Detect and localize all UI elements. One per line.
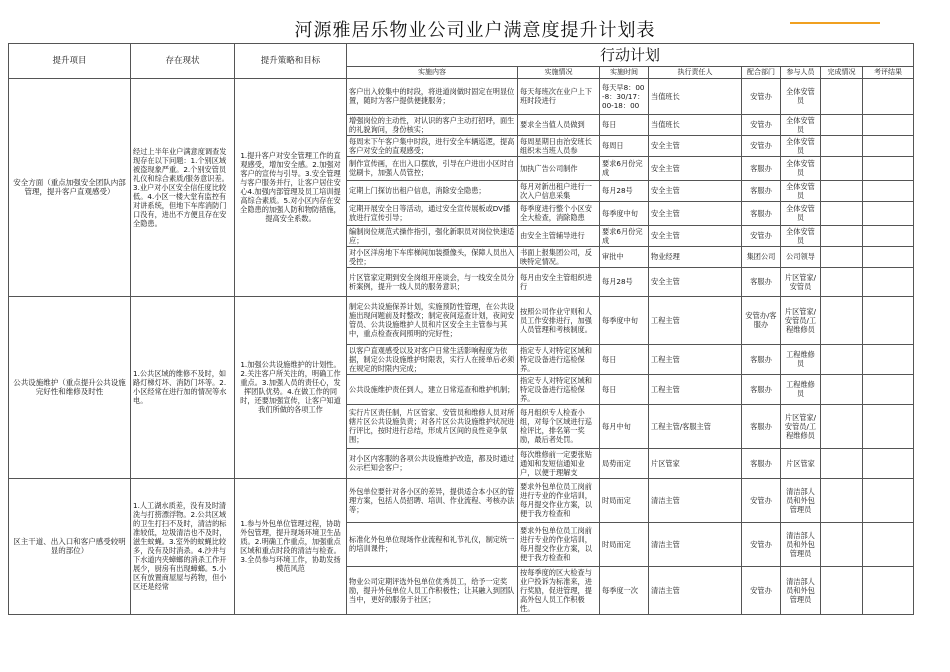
row-review xyxy=(863,296,914,344)
strategy-goal: 1.加强公共设施维护的计划性。2.关注客户所关注的，明确工作重点。3.加强人员的责任心，发挥团队优势。4.在做工作的同时，还要加强宣传，让客户知道我们所做的各项工作 xyxy=(235,296,347,478)
row-situation: 每周星期日由治安班长组织未当班人员参 xyxy=(518,135,600,156)
row-dept: 客服办 xyxy=(742,374,781,404)
row-participants: 清洁部人员和外包管理员 xyxy=(781,522,821,566)
header-item: 提升项目 xyxy=(9,44,131,79)
row-completion xyxy=(821,135,863,156)
row-dept: 客服办 xyxy=(742,344,781,374)
row-owner: 工程主管 xyxy=(649,344,742,374)
row-owner: 工程主管 xyxy=(649,296,742,344)
row-situation: 书面上报集团公司，反映特定情况。 xyxy=(518,246,600,267)
row-situation: 按照公司作业守则和人员工作安排进行，加强人员管理和考核制度。 xyxy=(518,296,600,344)
row-dept: 客服办 xyxy=(742,267,781,296)
row-completion xyxy=(821,78,863,114)
row-participants: 片区管家/安管员/工程维修员 xyxy=(781,404,821,448)
row-owner: 工程主管/客服主管 xyxy=(649,404,742,448)
row-participants: 清洁部人员和外包管理员 xyxy=(781,478,821,522)
header-time: 实施时间 xyxy=(600,67,649,79)
header-completion: 完成情况 xyxy=(821,67,863,79)
row-owner: 安全主管 xyxy=(649,267,742,296)
row-owner: 物业经理 xyxy=(649,246,742,267)
row-situation: 每月组织专人检查小组，对每个区域进行巡检评比，排名第一奖励，最后者处罚。 xyxy=(518,404,600,448)
row-participants: 全体安管员 xyxy=(781,201,821,225)
row-content: 客户出入较集中的时段，将进道岗做时固定在明显位置，随时为客户提供便捷服务； xyxy=(347,78,518,114)
row-completion xyxy=(821,448,863,478)
row-review xyxy=(863,522,914,566)
row-time: 每季度中旬 xyxy=(600,296,649,344)
row-time: 每月中旬 xyxy=(600,404,649,448)
row-dept: 安管办 xyxy=(742,522,781,566)
row-content: 定期开展安全日等活动，通过安全宣传展板或DV播放进行宣传引导； xyxy=(347,201,518,225)
row-time: 每日 xyxy=(600,344,649,374)
row-review xyxy=(863,566,914,614)
row-dept: 客服办 xyxy=(742,156,781,180)
row-owner: 安全主管 xyxy=(649,225,742,246)
header-strategy: 提升策略和目标 xyxy=(235,44,347,79)
row-review xyxy=(863,374,914,404)
strategy-goal: 1.提升客户对安全管理工作的直观感受，增加安全感。2.加强对客户的宣传与引导。3.安全管理与客户服务并行，让客户居住安心4.加强内部管理及员工培训提高综合素质。5.对小区内存在安全隐患的加强人防和物防措施，提高安全系数。 xyxy=(235,78,347,296)
row-content: 制作宣传画，在出入口摆放，引导在户进出小区时自觉刷卡，加强人员管控； xyxy=(347,156,518,180)
row-review xyxy=(863,404,914,448)
row-dept: 客服办 xyxy=(742,404,781,448)
header-dept: 配合部门 xyxy=(742,67,781,79)
row-review xyxy=(863,225,914,246)
row-time: 每月28号 xyxy=(600,180,649,201)
row-content: 每周末下午客户集中时段，进行安全车辆巡逻，提高客户对安全的直观感受； xyxy=(347,135,518,156)
row-situation: 由安全主管辅导进行 xyxy=(518,225,600,246)
row-content: 定期上门探访出租户信息，消除安全隐患； xyxy=(347,180,518,201)
row-situation: 指定专人对特定区域和特定设备进行巡检保养。 xyxy=(518,344,600,374)
row-completion xyxy=(821,267,863,296)
header-action-plan: 行动计划 xyxy=(347,44,914,67)
row-review xyxy=(863,156,914,180)
row-time: 审批中 xyxy=(600,246,649,267)
header-content: 实施内容 xyxy=(347,67,518,79)
strategy-goal: 1.参与外包单位管理过程，协助外包管理，提升现场环境卫生品质。2.明确工作重点，加强重点区域和重点时段的清洁与检查。3.全员参与环境工作，协助发扬模范风范 xyxy=(235,478,347,614)
row-dept: 客服办 xyxy=(742,180,781,201)
page-title: 河源雅居乐物业公司业户满意度提升计划表 xyxy=(294,20,656,41)
row-dept: 集团公司 xyxy=(742,246,781,267)
row-content: 片区管家定期到安全岗组开座谈会，与一线安全员分析案例，提升一线人员的服务意识； xyxy=(347,267,518,296)
row-completion xyxy=(821,374,863,404)
row-dept: 安管办 xyxy=(742,78,781,114)
row-content: 公共设施维护责任到人，建立日常巡查和维护机制； xyxy=(347,374,518,404)
row-content: 增强岗位的主动性，对认识的客户主动打招呼，面生的礼貌询问，身份核实； xyxy=(347,114,518,135)
row-participants: 片区管家/安管员/工程维修员 xyxy=(781,296,821,344)
row-participants: 全体安管员 xyxy=(781,156,821,180)
row-owner: 片区管家 xyxy=(649,448,742,478)
row-participants: 片区管家/安管员 xyxy=(781,267,821,296)
row-review xyxy=(863,114,914,135)
row-situation: 每天每班次在业户上下班时段进行 xyxy=(518,78,600,114)
row-time: 时局而定 xyxy=(600,522,649,566)
row-situation: 指定专人对特定区域和特定设备进行巡检保养。 xyxy=(518,374,600,404)
row-content: 以客户直观感受以及对客户日常生活影响程度为依据，制定公共设施维护时限表，实行人在接单后必须在规定的时限内完成； xyxy=(347,344,518,374)
row-participants: 清洁部人员和外包管理员 xyxy=(781,566,821,614)
row-dept: 客服办 xyxy=(742,448,781,478)
row-time: 时局而定 xyxy=(600,478,649,522)
current-status: 经过上半年业户满意度调查发现存在以下问题：1.个别区域被盗现象严重。2.个别安管员礼仪和综合素质/服务意识差。3.业户对小区安全信任度比较低。4.小区一楼大堂有监控有对讲系统，但地下车库消防门口没有，进出不方便且存在安全隐患。 xyxy=(131,78,235,296)
row-participants: 工程维修员 xyxy=(781,344,821,374)
row-dept: 安管办 xyxy=(742,135,781,156)
row-situation: 要求外包单位员工岗前进行专业的作业培训，每月提交作业方案，以便于我方检查和 xyxy=(518,478,600,522)
row-owner: 清洁主管 xyxy=(649,522,742,566)
table-row xyxy=(9,296,914,344)
row-owner: 当值班长 xyxy=(649,114,742,135)
row-review xyxy=(863,344,914,374)
row-content: 标准化外包单位现场作业流程和礼节礼仪，制定统一的培训课件； xyxy=(347,522,518,566)
accent-line xyxy=(790,22,880,24)
row-owner: 安全主管 xyxy=(649,135,742,156)
row-owner: 安全主管 xyxy=(649,156,742,180)
row-time: 每季度一次 xyxy=(600,566,649,614)
row-completion xyxy=(821,296,863,344)
row-situation: 加执广告公司制作 xyxy=(518,156,600,180)
row-content: 实行片区责任制，片区管家、安管员和维修人员对所辖片区公共设施负责；对各片区公共设施维护状况进行评比，按时进行总结，形成片区间的良性竞争氛围； xyxy=(347,404,518,448)
row-completion xyxy=(821,225,863,246)
row-completion xyxy=(821,156,863,180)
row-time: 每日 xyxy=(600,374,649,404)
row-owner: 工程主管 xyxy=(649,374,742,404)
table-row xyxy=(9,478,914,522)
row-review xyxy=(863,180,914,201)
row-dept: 安管办/客服办 xyxy=(742,296,781,344)
row-dept: 客服办 xyxy=(742,201,781,225)
row-dept: 安管办 xyxy=(742,114,781,135)
row-participants: 片区管家 xyxy=(781,448,821,478)
row-content: 制定公共设施保养计划，实施预防性管理，在公共设施出现问题前及时整改；制定夜间巡查计划，夜间安管员、公共设施维护人员和片区安全主主管参与其中，重点检查夜间照明的完好性； xyxy=(347,296,518,344)
improvement-item: 公共设施维护（重点提升公共设施完好性和维修及时性 xyxy=(9,296,131,478)
row-completion xyxy=(821,344,863,374)
row-content: 对小区内客服的各项公共设施维护改造，都及时通过公示栏知会客户； xyxy=(347,448,518,478)
row-participants: 全体安管员 xyxy=(781,180,821,201)
row-owner: 安全主管 xyxy=(649,201,742,225)
row-owner: 当值班长 xyxy=(649,78,742,114)
row-time: 每周日 xyxy=(600,135,649,156)
row-content: 对小区洋房地下车库梯间加装摄像头，保障人员出入受控； xyxy=(347,246,518,267)
row-review xyxy=(863,246,914,267)
row-participants: 全体安管员 xyxy=(781,78,821,114)
row-situation: 每月对新出租户进行一次入户信息采集 xyxy=(518,180,600,201)
row-content: 编制岗位规范式操作指引，强化新职员对岗位快速适应； xyxy=(347,225,518,246)
row-completion xyxy=(821,522,863,566)
row-review xyxy=(863,448,914,478)
header-situation: 实施情况 xyxy=(518,67,600,79)
plan-table xyxy=(8,43,914,615)
row-completion xyxy=(821,201,863,225)
row-situation: 按每季度的区大检查与业户投诉为标准来，进行奖励，促进管理，提高外包人员工作积极性。 xyxy=(518,566,600,614)
row-completion xyxy=(821,566,863,614)
row-situation: 要求全当值人员做到 xyxy=(518,114,600,135)
row-completion xyxy=(821,478,863,522)
row-participants: 全体安管员 xyxy=(781,135,821,156)
row-review xyxy=(863,135,914,156)
header-owner: 执行责任人 xyxy=(649,67,742,79)
row-owner: 清洁主管 xyxy=(649,566,742,614)
row-owner: 清洁主管 xyxy=(649,478,742,522)
row-dept: 安管办 xyxy=(742,566,781,614)
table-row xyxy=(9,78,914,114)
row-owner: 安全主管 xyxy=(649,180,742,201)
row-situation: 每月由安全主管组织进行 xyxy=(518,267,600,296)
row-dept: 安管办 xyxy=(742,478,781,522)
row-time: 局势而定 xyxy=(600,448,649,478)
row-review xyxy=(863,267,914,296)
row-time: 要求6月份完成 xyxy=(600,156,649,180)
row-participants: 公司领导 xyxy=(781,246,821,267)
row-time: 每日 xyxy=(600,114,649,135)
row-review xyxy=(863,78,914,114)
row-time: 要求6月份完成 xyxy=(600,225,649,246)
header-status: 存在现状 xyxy=(131,44,235,79)
row-content: 外包单位要针对各小区的差异，提供适合本小区的管理方案，包括人员招聘、培训、作业流程、考核办法等； xyxy=(347,478,518,522)
row-completion xyxy=(821,180,863,201)
row-completion xyxy=(821,114,863,135)
current-status: 1.人工湖水质差，没有及时清洗与打捞漂浮物。2.公共区域的卫生打扫不及时，清洁的标准较低，垃圾清洁也不及时，滋生蚊蝇。3.室外的蚊蝇比较多，没有及时消杀。4.沙井与下水道内夹蟑螂的消杀工作开展少，厨房有出现蟑螂。5.小区有放置商屋屋与药物，但小区还是经常 xyxy=(131,478,235,614)
row-time: 每季度中旬 xyxy=(600,201,649,225)
row-dept: 安管办 xyxy=(742,225,781,246)
row-time: 每天早8：00-8：30/17：00-18：00 xyxy=(600,78,649,114)
row-situation: 每次维修前一定要张贴通知和发短信通知业户，以便于理解支 xyxy=(518,448,600,478)
row-participants: 工程维修员 xyxy=(781,374,821,404)
row-participants: 全体安管员 xyxy=(781,114,821,135)
improvement-item: 区主干道、出入口和客户感受较明显的部位） xyxy=(9,478,131,614)
header-review: 考评结果 xyxy=(863,67,914,79)
row-completion xyxy=(821,404,863,448)
improvement-item: 安全方面（重点加强安全团队内部管理，提升客户直观感受） xyxy=(9,78,131,296)
row-review xyxy=(863,201,914,225)
row-participants: 全体安管员 xyxy=(781,225,821,246)
row-time: 每月28号 xyxy=(600,267,649,296)
row-review xyxy=(863,478,914,522)
current-status: 1.公共区域的维修不及时，如路灯梯灯坏、消防门坏等。2.小区经常在进行加的情况等水电。 xyxy=(131,296,235,478)
header-participants: 参与人员 xyxy=(781,67,821,79)
row-content: 物业公司定期评选外包单位优秀员工，给予一定奖励，提升外包单位人员工作积极性；让其融入到团队当中，更好的服务于社区； xyxy=(347,566,518,614)
row-situation: 每季度进行整个小区安全大检查，消除隐患 xyxy=(518,201,600,225)
row-completion xyxy=(821,246,863,267)
row-situation: 要求外包单位员工岗前进行专业的作业培训，每月提交作业方案，以便于我方检查和 xyxy=(518,522,600,566)
